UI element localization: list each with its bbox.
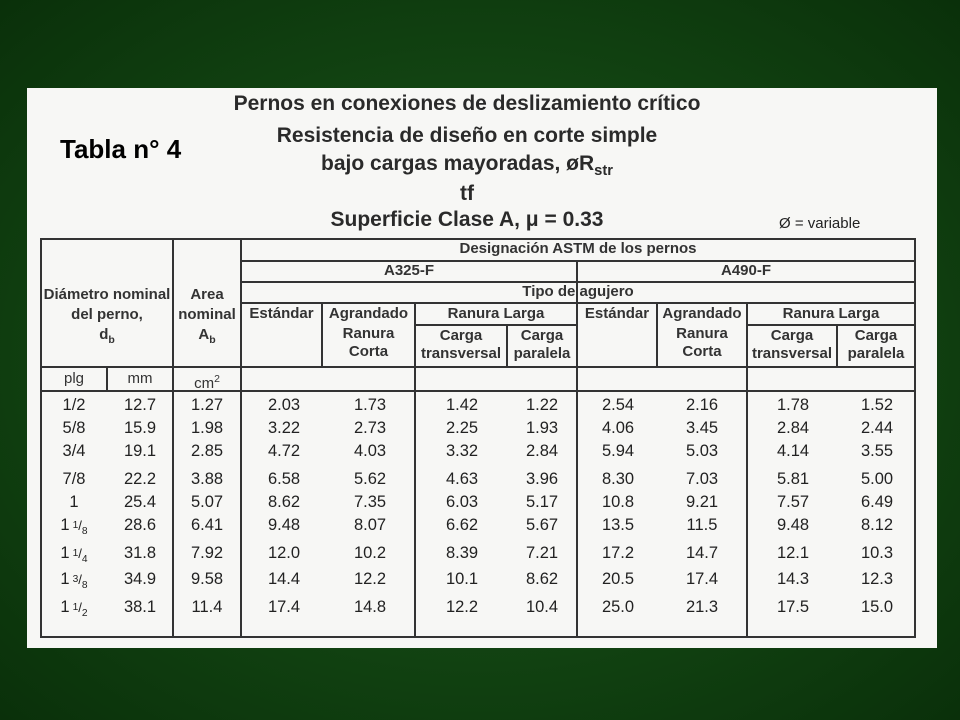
plg-numerator: 3 <box>72 574 79 585</box>
agrandado-a325-label: Agrandado <box>328 305 409 322</box>
cell-a325-2: 4.63 <box>445 470 479 488</box>
cell-a490-1: 5.03 <box>685 442 719 460</box>
cell-a325-3: 3.96 <box>525 470 559 488</box>
cell-ab: 7.92 <box>190 544 224 562</box>
cell-a490-3: 10.3 <box>860 544 894 562</box>
cell-a490-2: 4.14 <box>776 442 810 460</box>
cell-a490-3: 8.12 <box>860 516 894 534</box>
plg-denominator: 8 <box>81 580 88 591</box>
cell-a325-2: 6.62 <box>445 516 479 534</box>
ranura-corta-a325-line2: Corta <box>348 343 389 360</box>
cell-a490-3: 5.00 <box>860 470 894 488</box>
cell-a325-1: 7.35 <box>353 493 387 511</box>
ranura-corta-a490-line1: Ranura <box>676 325 728 342</box>
unit-cm2-base: cm <box>194 375 215 392</box>
cell-mm: 22.2 <box>123 470 157 488</box>
cell-a325-0: 4.72 <box>267 442 301 460</box>
cell-a490-0: 2.54 <box>601 396 635 414</box>
cell-a325-0: 8.62 <box>267 493 301 511</box>
plg-fraction-bar: / <box>78 518 82 533</box>
carga-transversal-a490-line2: transversal <box>751 345 833 362</box>
agrandado-a490-label: Agrandado <box>662 305 742 322</box>
line-below-ranura-larga-a490 <box>746 324 916 326</box>
carga-paralela-a325-line2: paralela <box>513 345 571 362</box>
cell-ab: 6.41 <box>190 516 224 534</box>
cell-a490-1: 21.3 <box>685 598 719 616</box>
header-agrandado-a325 <box>323 305 414 361</box>
cell-ab: 3.88 <box>190 470 224 488</box>
plg-value: 1 <box>69 493 79 511</box>
cell-a490-2: 5.81 <box>776 470 810 488</box>
cell-mm: 38.1 <box>123 598 157 616</box>
diametro-symbol-letter: d <box>99 326 109 343</box>
cell-a490-3: 6.49 <box>860 493 894 511</box>
cell-mm: 25.4 <box>123 493 157 511</box>
cell-a490-1: 9.21 <box>685 493 719 511</box>
cell-a490-2: 12.1 <box>776 544 810 562</box>
bolt-strength-table <box>40 238 916 638</box>
document-page <box>27 88 937 648</box>
cell-a325-3: 8.62 <box>525 570 559 588</box>
cell-a490-2: 17.5 <box>776 598 810 616</box>
header-area <box>174 286 240 349</box>
title-line-3-subscript: str <box>594 163 613 180</box>
cell-a490-0: 10.8 <box>601 493 635 511</box>
line-below-units <box>40 390 916 392</box>
header-estandar-a490: Estándar <box>584 305 650 322</box>
header-carga-paralela-a325 <box>508 327 576 363</box>
title-line-2: Resistencia de diseño en corte simple <box>276 124 658 147</box>
unit-cm2-exponent: 2 <box>214 373 220 385</box>
plg-value: 3/4 <box>62 442 86 460</box>
cell-a325-1: 10.2 <box>353 544 387 562</box>
cell-a325-1: 1.73 <box>353 396 387 414</box>
cell-a325-2: 12.2 <box>445 598 479 616</box>
carga-paralela-a325-line1: Carga <box>520 327 564 344</box>
cell-ab: 2.85 <box>190 442 224 460</box>
ranura-corta-a490-line2: Corta <box>682 343 722 360</box>
cell-a490-1: 3.45 <box>685 419 719 437</box>
table-number-label: Tabla n° 4 <box>60 134 182 164</box>
title-line-5: Superficie Clase A, μ = 0.33 <box>330 208 604 231</box>
plg-fraction-bar: / <box>78 546 82 561</box>
cell-a325-3: 10.4 <box>525 598 559 616</box>
cell-a325-3: 1.22 <box>525 396 559 414</box>
plg-fraction-bar: / <box>78 572 82 587</box>
cell-a325-0: 2.03 <box>267 396 301 414</box>
cell-mm: 34.9 <box>123 570 157 588</box>
unit-cm2 <box>174 370 240 393</box>
plg-value: 7/8 <box>62 470 86 488</box>
cell-ab: 11.4 <box>191 598 223 616</box>
cell-a490-1: 11.5 <box>686 516 718 534</box>
ranura-corta-a325-line1: Ranura <box>342 325 395 342</box>
cell-ab: 5.07 <box>190 493 224 511</box>
plg-fraction-bar: / <box>78 600 82 615</box>
plg-denominator: 4 <box>81 554 88 565</box>
cell-a325-0: 6.58 <box>267 470 301 488</box>
cell-mm: 19.1 <box>123 442 157 460</box>
line-below-tipo <box>240 302 916 304</box>
cell-a325-2: 8.39 <box>445 544 479 562</box>
header-a325: A325-F <box>383 262 435 279</box>
cell-a490-0: 20.5 <box>601 570 635 588</box>
carga-paralela-a490-line2: paralela <box>847 345 905 362</box>
cell-ab: 1.98 <box>190 419 224 437</box>
carga-transversal-a490-line1: Carga <box>770 327 814 344</box>
cell-a490-1: 2.16 <box>685 396 719 414</box>
header-diametro <box>42 286 172 349</box>
plg-integer: 1 <box>60 598 70 616</box>
cell-a490-3: 1.52 <box>860 396 894 414</box>
cell-a325-2: 3.32 <box>445 442 479 460</box>
plg-numerator: 1 <box>72 548 79 559</box>
cell-a490-2: 1.78 <box>776 396 810 414</box>
area-line2: nominal <box>178 306 236 323</box>
cell-a490-2: 2.84 <box>776 419 810 437</box>
plg-integer: 1 <box>60 544 70 562</box>
cell-a490-3: 3.55 <box>860 442 894 460</box>
plg-value: 1/2 <box>62 396 86 414</box>
cell-a490-0: 25.0 <box>601 598 635 616</box>
cell-a325-1: 14.8 <box>353 598 387 616</box>
header-agrandado-a490 <box>658 305 746 361</box>
cell-ab: 9.58 <box>190 570 224 588</box>
header-estandar-a325: Estándar <box>249 305 314 322</box>
cell-a325-3: 5.67 <box>525 516 559 534</box>
cell-mm: 12.7 <box>123 396 157 414</box>
area-symbol-sub: b <box>209 334 216 346</box>
cell-a490-1: 17.4 <box>685 570 719 588</box>
cell-a325-0: 14.4 <box>267 570 301 588</box>
cell-mm: 15.9 <box>123 419 157 437</box>
header-tipo-agujero: Tipo de agujero <box>522 283 634 300</box>
cell-a325-0: 12.0 <box>267 544 301 562</box>
cell-a325-1: 12.2 <box>353 570 387 588</box>
plg-denominator: 8 <box>81 526 88 537</box>
carga-transversal-a325-line1: Carga <box>439 327 483 344</box>
phi-note: Ø = variable <box>779 215 861 232</box>
plg-value: 5/8 <box>62 419 86 437</box>
cell-a325-3: 5.17 <box>525 493 559 511</box>
cell-plg <box>42 396 106 415</box>
cell-plg <box>42 470 106 489</box>
title-line-3-text: bajo cargas mayoradas, øR <box>321 152 595 175</box>
plg-numerator: 1 <box>72 520 79 531</box>
cell-a325-0: 9.48 <box>267 516 301 534</box>
cell-a325-2: 10.1 <box>445 570 479 588</box>
header-carga-transversal-a490 <box>748 327 836 363</box>
diametro-symbol-sub: b <box>108 334 115 346</box>
cell-a490-1: 14.7 <box>685 544 719 562</box>
plg-integer: 1 <box>60 516 70 534</box>
title-line-1: Pernos en conexiones de deslizamiento crítico <box>233 92 701 115</box>
title-line-4: tf <box>460 182 474 205</box>
cell-a490-3: 15.0 <box>860 598 894 616</box>
cell-a325-1: 2.73 <box>353 419 387 437</box>
table-border-right <box>914 238 916 638</box>
header-a490: A490-F <box>720 262 772 279</box>
cell-a490-0: 13.5 <box>601 516 635 534</box>
cell-a325-1: 8.07 <box>353 516 387 534</box>
cell-plg <box>42 419 106 438</box>
cell-a325-2: 6.03 <box>445 493 479 511</box>
carga-transversal-a325-line2: transversal <box>420 345 502 362</box>
cell-a325-3: 7.21 <box>525 544 559 562</box>
cell-plg <box>42 570 106 589</box>
cell-a490-3: 2.44 <box>860 419 894 437</box>
cell-mm: 28.6 <box>123 516 157 534</box>
cell-a325-1: 5.62 <box>353 470 387 488</box>
unit-mm: mm <box>127 370 153 387</box>
header-designacion: Designación ASTM de los pernos <box>459 240 697 257</box>
cell-a490-2: 14.3 <box>776 570 810 588</box>
carga-paralela-a490-line1: Carga <box>854 327 898 344</box>
area-symbol-letter: A <box>198 326 210 343</box>
cell-plg <box>42 516 106 535</box>
plg-denominator: 2 <box>81 608 88 619</box>
unit-plg: plg <box>63 370 85 387</box>
cell-plg <box>42 544 106 563</box>
header-carga-paralela-a490 <box>838 327 914 363</box>
cell-a490-0: 5.94 <box>601 442 635 460</box>
header-ranura-larga-a490: Ranura Larga <box>782 305 880 322</box>
cell-a490-2: 9.48 <box>776 516 810 534</box>
cell-a490-3: 12.3 <box>860 570 894 588</box>
title-line-3 <box>187 152 747 179</box>
cell-a325-3: 2.84 <box>525 442 559 460</box>
line-below-ranura-larga-a325 <box>414 324 576 326</box>
cell-a490-2: 7.57 <box>776 493 810 511</box>
cell-plg <box>42 598 106 617</box>
header-carga-transversal-a325 <box>416 327 506 363</box>
cell-plg <box>42 442 106 461</box>
cell-mm: 31.8 <box>123 544 157 562</box>
diametro-line1: Diámetro nominal <box>43 286 171 303</box>
area-symbol <box>174 326 240 349</box>
line-below-header <box>40 366 916 368</box>
area-line1: Area <box>190 286 224 303</box>
diametro-line2: del perno, <box>71 306 143 323</box>
cell-a325-0: 3.22 <box>267 419 301 437</box>
header-ranura-larga-a325: Ranura Larga <box>447 305 545 322</box>
cell-a490-1: 7.03 <box>685 470 719 488</box>
cell-a490-0: 4.06 <box>601 419 635 437</box>
cell-a490-0: 17.2 <box>601 544 635 562</box>
cell-a325-2: 1.42 <box>445 396 479 414</box>
diametro-symbol <box>42 326 172 349</box>
plg-integer: 1 <box>60 570 70 588</box>
plg-numerator: 1 <box>72 602 79 613</box>
cell-ab: 1.27 <box>190 396 224 414</box>
cell-a490-0: 8.30 <box>601 470 635 488</box>
table-border-bottom <box>40 636 916 638</box>
cell-a325-1: 4.03 <box>353 442 387 460</box>
cell-a325-2: 2.25 <box>445 419 479 437</box>
cell-a325-3: 1.93 <box>525 419 559 437</box>
cell-a325-0: 17.4 <box>267 598 301 616</box>
cell-plg <box>42 493 106 512</box>
